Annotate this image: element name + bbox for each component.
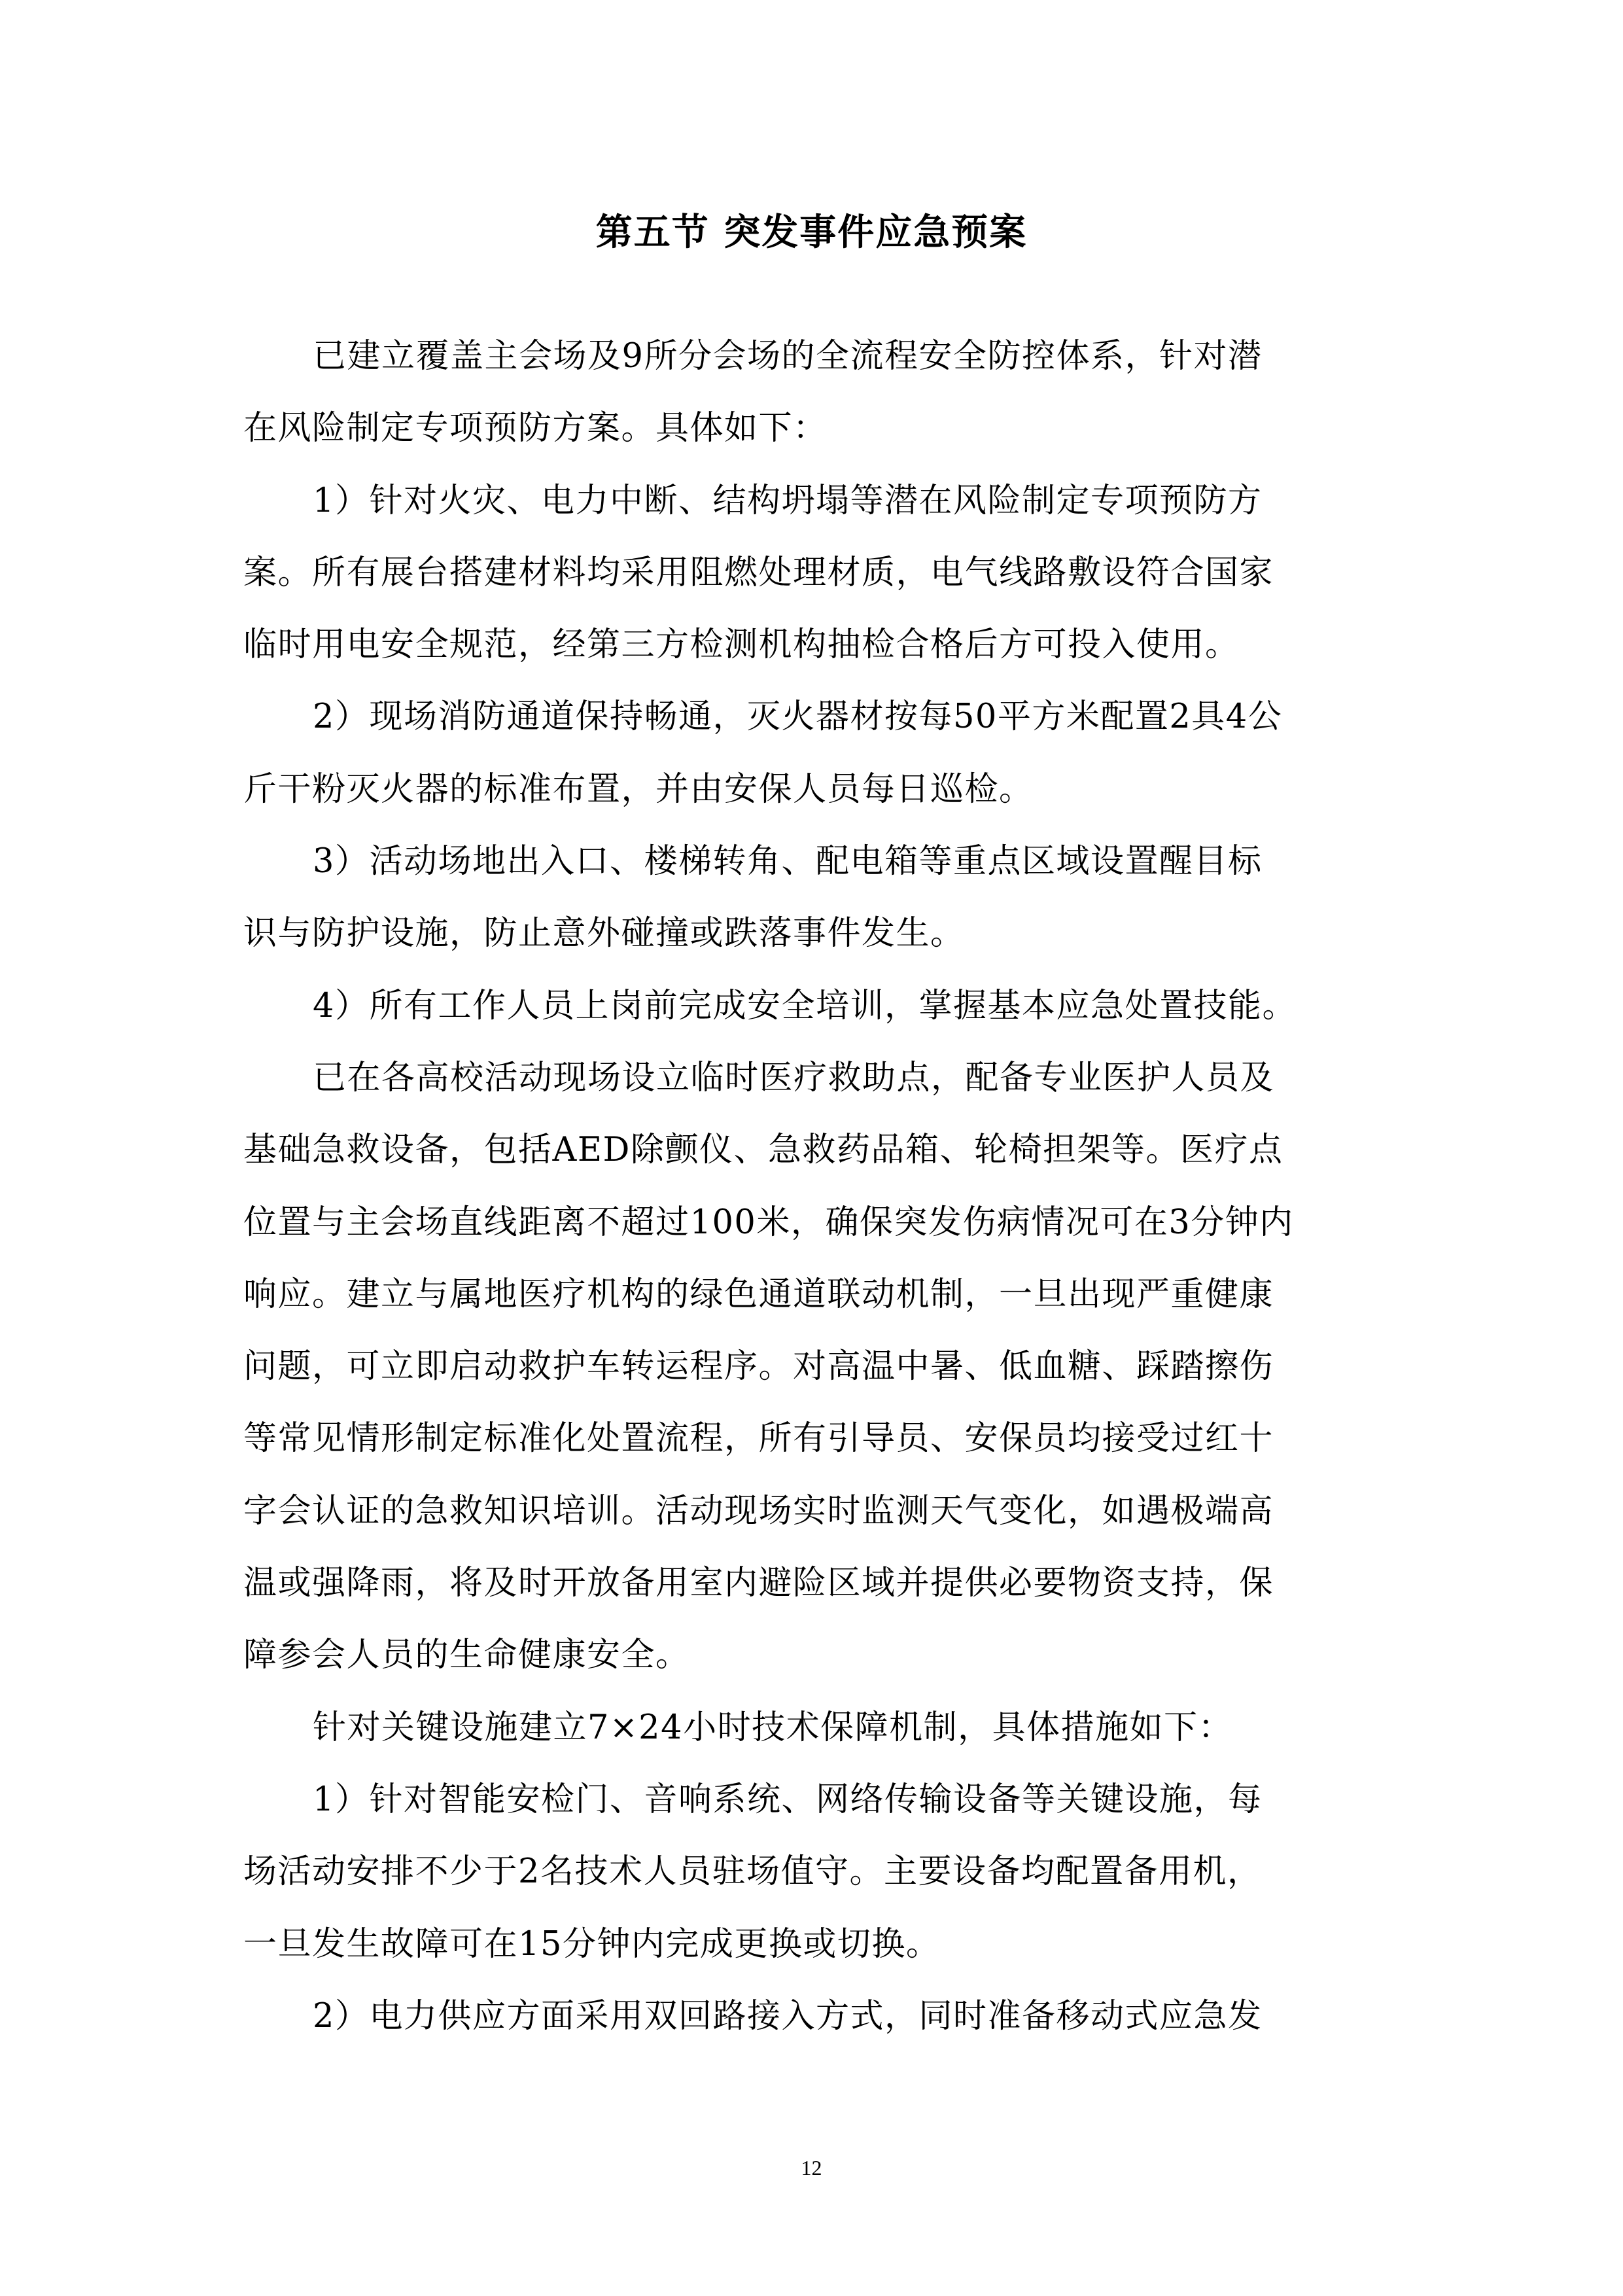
text-line: 1）针对智能安检门、音响系统、网络传输设备等关键设施，每 (313, 1780, 1263, 1819)
text-line: 2）电力供应方面采用双回路接入方式，同时准备移动式应急发 (313, 1996, 1263, 2036)
text-line: 在风险制定专项预防方案。具体如下： (243, 409, 828, 448)
text-line: 识与防护设施，防止意外碰撞或跌落事件发生。 (243, 914, 965, 953)
section-title: 第五节 突发事件应急预案 (595, 211, 1028, 254)
text-line: 3）活动场地出入口、楼梯转角、配电箱等重点区域设置醒目标 (313, 842, 1263, 881)
text-line: 位置与主会场直线距离不超过100米，确保突发伤病情况可在3分钟内 (243, 1203, 1294, 1242)
text-line: 场活动安排不少于2名技术人员驻场值守。主要设备均配置备用机， (243, 1852, 1262, 1892)
text-line: 一旦发生故障可在15分钟内完成更换或切换。 (243, 1924, 941, 1964)
text-line: 字会认证的急救知识培训。活动现场实时监测天气变化，如遇极端高 (243, 1491, 1274, 1530)
text-line: 已在各高校活动现场设立临时医疗救助点，配备专业医护人员及 (313, 1058, 1275, 1097)
text-line: 已建立覆盖主会场及9所分会场的全流程安全防控体系，针对潜 (313, 337, 1263, 376)
text-line: 等常见情形制定标准化处置流程，所有引导员、安保员均接受过红十 (243, 1419, 1274, 1458)
text-line: 问题，可立即启动救护车转运程序。对高温中暑、低血糖、踩踏擦伤 (243, 1347, 1274, 1386)
text-line: 案。所有展台搭建材料均采用阻燃处理材质，电气线路敷设符合国家 (243, 553, 1274, 592)
text-line: 针对关键设施建立7×24小时技术保障机制，具体措施如下： (313, 1708, 1233, 1747)
text-line: 1）针对火灾、电力中断、结构坍塌等潜在风险制定专项预防方 (313, 481, 1263, 520)
text-line: 临时用电安全规范，经第三方检测机构抽检合格后方可投入使用。 (243, 626, 1240, 665)
text-line: 基础急救设备，包括AED除颤仪、急救药品箱、轮椅担架等。医疗点 (243, 1131, 1283, 1170)
text-line: 响应。建立与属地医疗机构的绿色通道联动机制，一旦出现严重健康 (243, 1275, 1274, 1314)
text-line: 4）所有工作人员上岗前完成安全培训，掌握基本应急处置技能。 (313, 986, 1297, 1025)
text-line: 温或强降雨，将及时开放备用室内避险区域并提供必要物资支持，保 (243, 1564, 1274, 1603)
text-line: 障参会人员的生命健康安全。 (243, 1636, 690, 1675)
document-body (243, 321, 1382, 2053)
page-number: 12 (801, 2156, 822, 2180)
text-line: 斤干粉灭火器的标准布置，并由安保人员每日巡检。 (243, 769, 1034, 809)
text-line: 2）现场消防通道保持畅通，灭火器材按每50平方米配置2具4公 (313, 698, 1283, 737)
